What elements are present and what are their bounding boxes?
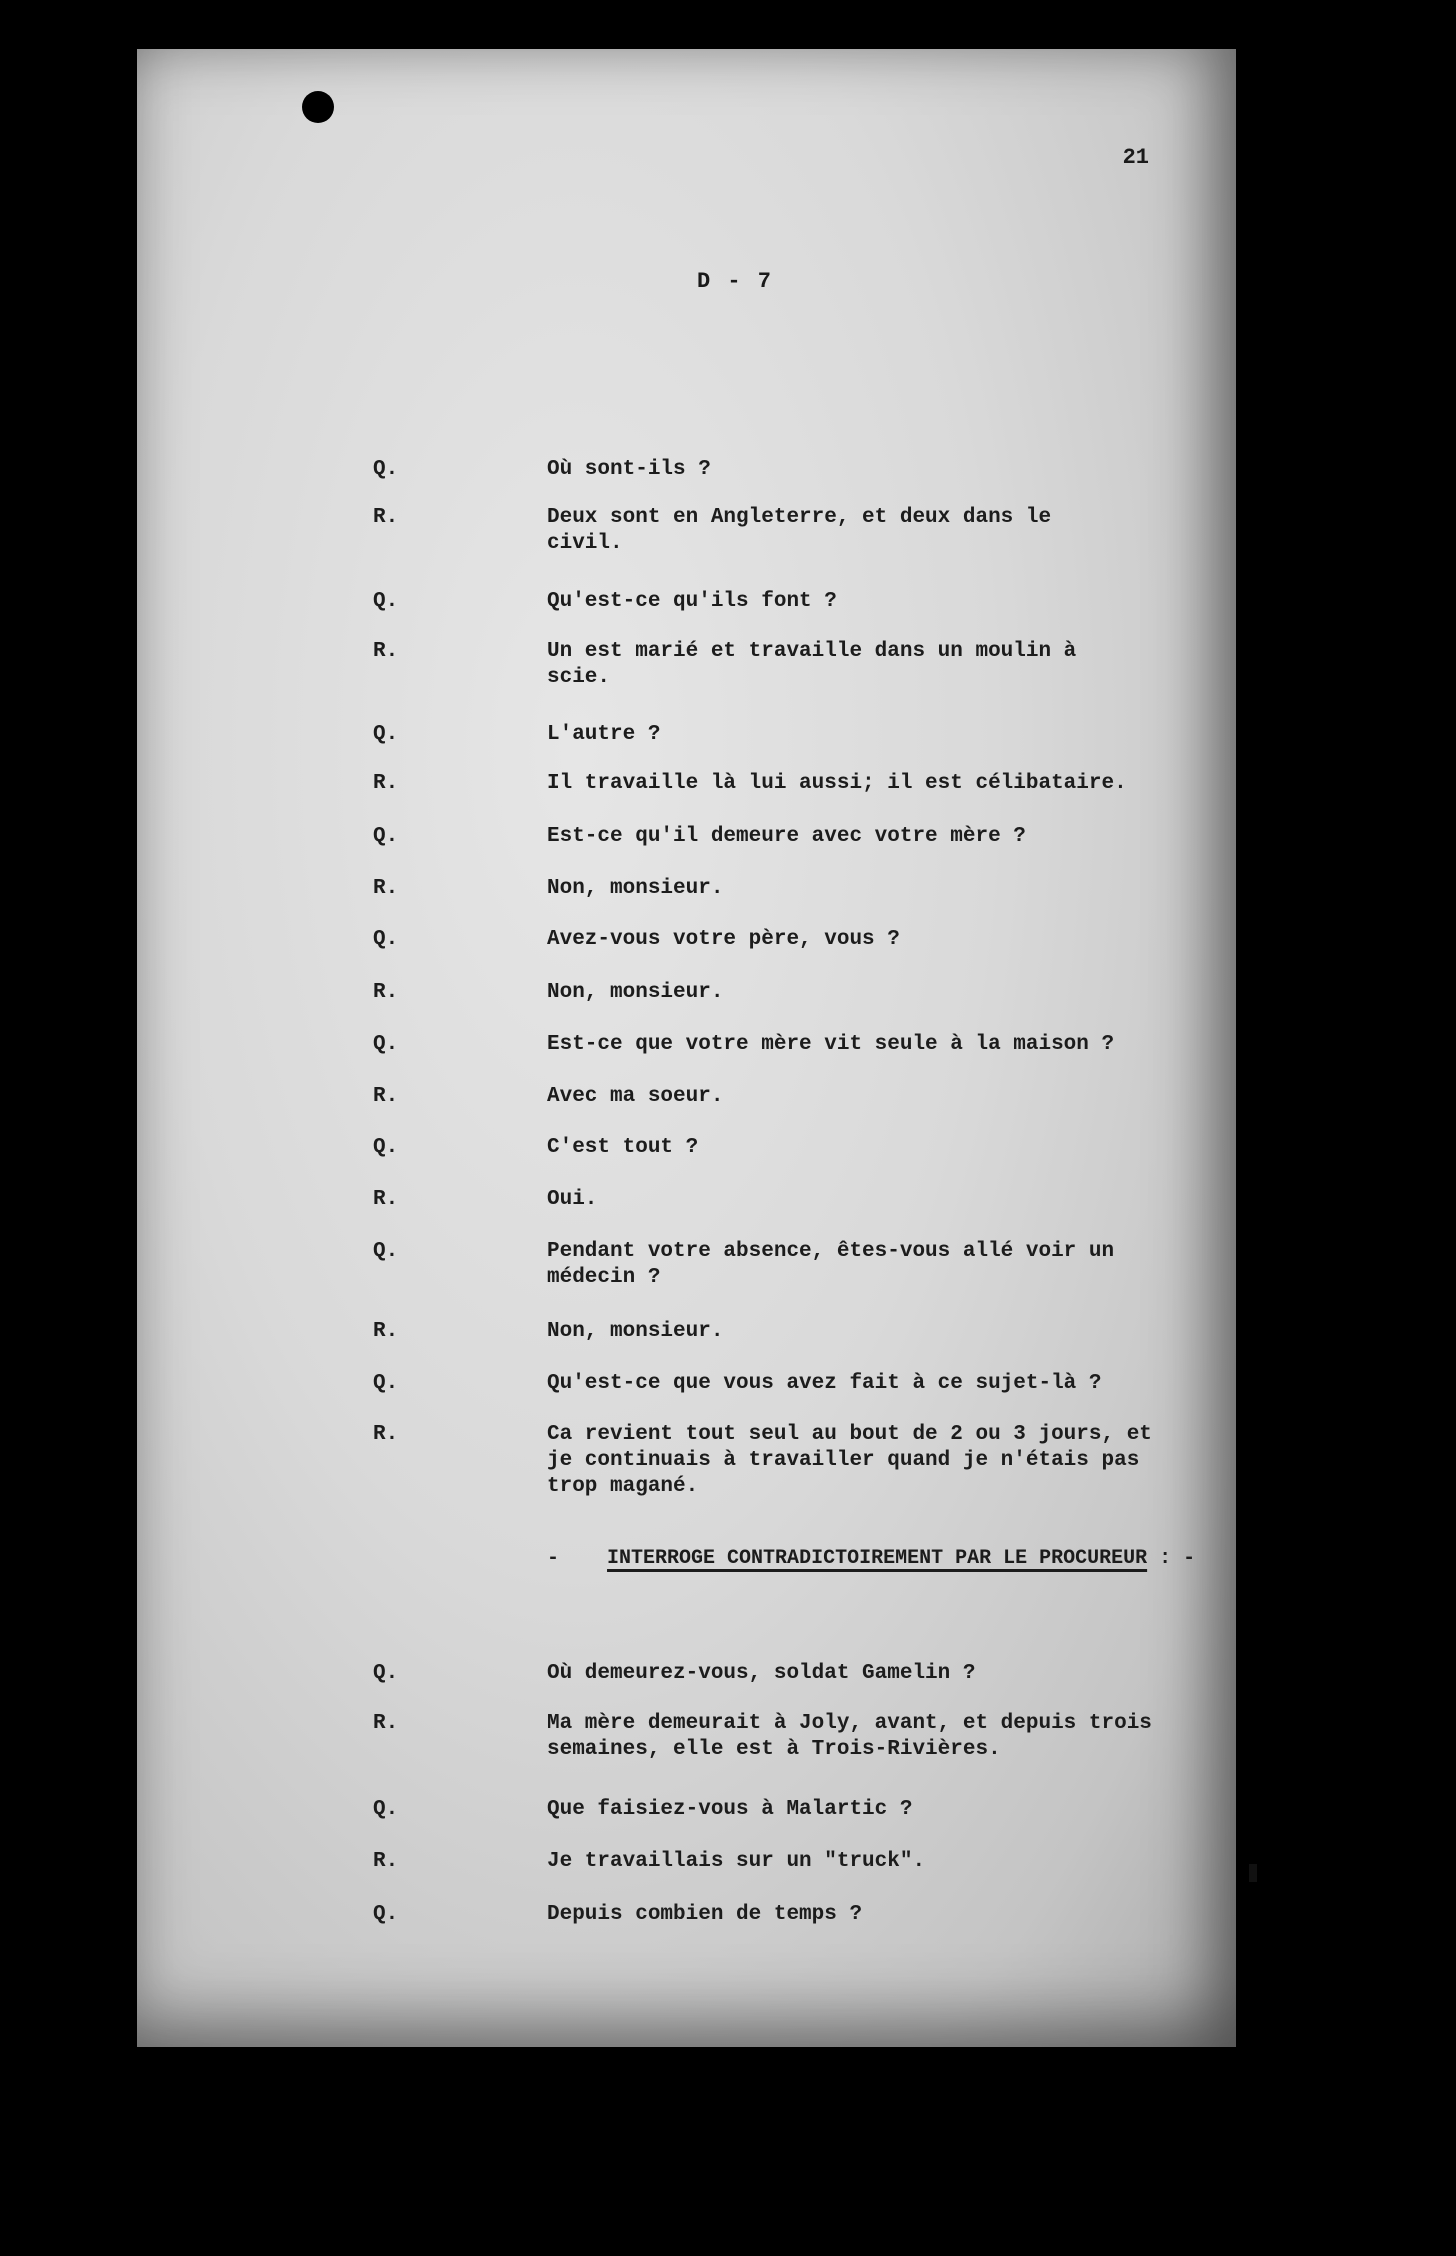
section-subheading: [547, 1547, 1195, 1570]
response-label: R.: [373, 506, 399, 529]
ink-mark: [1249, 1864, 1257, 1882]
document-header: D - 7: [697, 269, 774, 294]
response-text: Non, monsieur.: [547, 981, 724, 1004]
response-label: R.: [373, 1085, 399, 1108]
question-text: Depuis combien de temps ?: [547, 1903, 863, 1926]
punch-hole-mark: [302, 91, 334, 123]
question-label: Q.: [373, 1240, 399, 1263]
response-text: Ma mère demeurait à Joly, avant, et depuis trois semaines, elle est à Trois-Rivières.: [547, 1712, 1152, 1761]
question-text: C'est tout ?: [547, 1136, 699, 1159]
question-label: Q.: [373, 1903, 399, 1926]
question-label: Q.: [373, 458, 399, 481]
response-label: R.: [373, 1188, 399, 1211]
question-label: Q.: [373, 590, 399, 613]
response-text: Je travaillais sur un "truck".: [547, 1850, 926, 1873]
response-text: Avec ma soeur.: [547, 1085, 724, 1108]
question-label: Q.: [373, 1136, 399, 1159]
question-text: Pendant votre absence, êtes-vous allé voir un médecin ?: [547, 1240, 1115, 1289]
question-label: Q.: [373, 723, 399, 746]
question-text: Avez-vous votre père, vous ?: [547, 928, 900, 951]
response-label: R.: [373, 981, 399, 1004]
response-label: R.: [373, 1712, 399, 1735]
question-text: Est-ce qu'il demeure avec votre mère ?: [547, 825, 1026, 848]
question-text: Où demeurez-vous, soldat Gamelin ?: [547, 1662, 976, 1685]
question-text: L'autre ?: [547, 723, 661, 746]
question-text: Que faisiez-vous à Malartic ?: [547, 1798, 913, 1821]
response-text: Un est marié et travaille dans un moulin à scie.: [547, 640, 1077, 689]
response-text: Deux sont en Angleterre, et deux dans le civil.: [547, 506, 1052, 555]
response-label: R.: [373, 1320, 399, 1343]
response-label: R.: [373, 640, 399, 663]
response-text: Il travaille là lui aussi; il est célibataire.: [547, 772, 1127, 795]
question-label: Q.: [373, 1372, 399, 1395]
response-text: Non, monsieur.: [547, 877, 724, 900]
question-label: Q.: [373, 1033, 399, 1056]
question-label: Q.: [373, 1798, 399, 1821]
subheading-suffix: : -: [1159, 1547, 1196, 1570]
subheading-title: INTERROGE CONTRADICTOIREMENT PAR LE PROCUREUR: [607, 1547, 1148, 1570]
question-text: Où sont-ils ?: [547, 458, 711, 481]
question-text: Qu'est-ce qu'ils font ?: [547, 590, 837, 613]
response-label: R.: [373, 772, 399, 795]
question-label: Q.: [373, 825, 399, 848]
response-text: Ca revient tout seul au bout de 2 ou 3 jours, et je continuais à travailler quand je n'étais pas trop magané.: [547, 1423, 1152, 1498]
question-text: Est-ce que votre mère vit seule à la maison ?: [547, 1033, 1115, 1056]
response-label: R.: [373, 1850, 399, 1873]
response-text: Non, monsieur.: [547, 1320, 724, 1343]
document-page: [137, 49, 1236, 2047]
response-label: R.: [373, 877, 399, 900]
question-label: Q.: [373, 1662, 399, 1685]
subheading-prefix: -: [547, 1547, 560, 1570]
response-label: R.: [373, 1423, 399, 1446]
page-number: 21: [1122, 145, 1149, 170]
response-text: Oui.: [547, 1188, 598, 1211]
question-text: Qu'est-ce que vous avez fait à ce sujet-là ?: [547, 1372, 1102, 1395]
question-label: Q.: [373, 928, 399, 951]
